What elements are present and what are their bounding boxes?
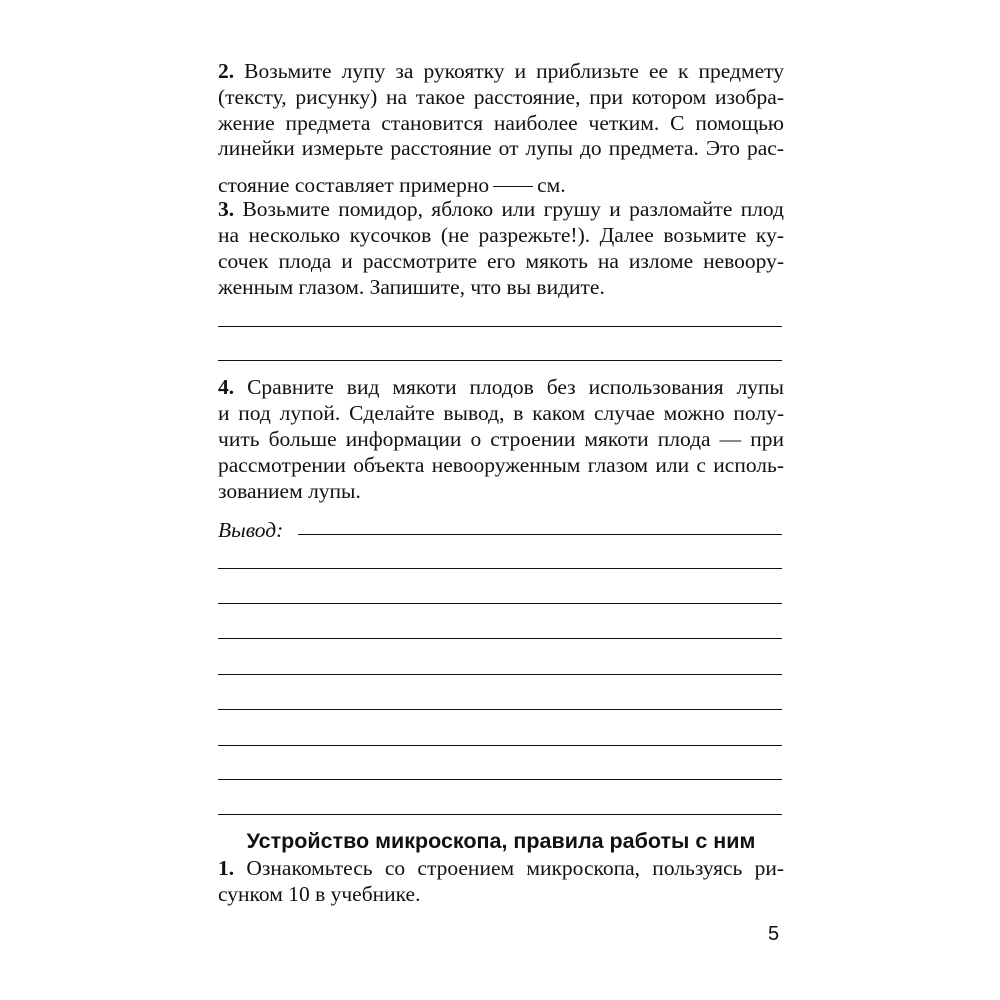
section-task1-text-1: Ознакомьтесь со строением микроскопа, пользуясь ри- [246, 856, 784, 880]
task4-text-1: Сравните вид мякоти плодов без использования лупы [247, 375, 785, 399]
task3-answer-line-2[interactable] [218, 360, 782, 361]
task4-line-5: зованием лупы. [218, 479, 361, 503]
section-heading: Устройство микроскопа, правила работы с ним [246, 829, 756, 853]
task3-line-2: на несколько кусочков (не разрежьте!). Далее возьмите ку- [218, 223, 784, 247]
conclusion-line-6[interactable] [218, 709, 782, 710]
task3-line-4: женным глазом. Запишите, что вы видите. [218, 275, 605, 299]
task2-line-4: линейки измерьте расстояние от лупы до предмета. Это рас- [218, 136, 784, 160]
section-task1-line-2: сунком 10 в учебнике. [218, 882, 421, 906]
task3-line-1 [218, 196, 784, 222]
conclusion-line-1[interactable] [298, 534, 782, 535]
task2-number: 2. [218, 59, 235, 83]
page-number: 5 [768, 923, 780, 945]
task4-line-3: чить больше информации о строении мякоти плода — при [218, 427, 784, 451]
task4-line-2: и под лупой. Сделайте вывод, в каком случае можно полу- [218, 401, 784, 425]
task4-line-1 [218, 374, 784, 400]
task2-text-1: Возьмите лупу за рукоятку и приблизьте ее к предмету [244, 59, 784, 83]
conclusion-line-9[interactable] [218, 814, 782, 815]
task2-measure-line [218, 172, 784, 198]
conclusion-line-2[interactable] [218, 568, 782, 569]
section-task1-line-1 [218, 855, 784, 881]
conclusion-line-4[interactable] [218, 638, 782, 639]
task2-measure-unit: см. [537, 173, 566, 197]
task4-number: 4. [218, 375, 235, 399]
task2-line-2: (тексту, рисунку) на такое расстояние, при котором изобра- [218, 85, 784, 109]
conclusion-line-3[interactable] [218, 603, 782, 604]
task2-measure-text: стояние составляет примерно [218, 173, 490, 197]
conclusion-label: Вывод: [218, 518, 284, 542]
task3-line-3: сочек плода и рассмотрите его мякоть на изломе невоору- [218, 249, 784, 273]
conclusion-line-7[interactable] [218, 745, 782, 746]
task3-number: 3. [218, 197, 235, 221]
conclusion-line-8[interactable] [218, 779, 782, 780]
measure-blank[interactable] [493, 186, 533, 187]
task4-line-4: рассмотрении объекта невооруженным глазом или с исполь- [218, 453, 784, 477]
task3-text-1: Возьмите помидор, яблоко или грушу и разломайте плод [242, 197, 785, 221]
task2-line-1 [218, 58, 784, 84]
task2-line-3: жение предмета становится наиболее четким. С помощью [218, 111, 784, 135]
section-task1-number: 1. [218, 856, 235, 880]
task3-answer-line-1[interactable] [218, 326, 782, 327]
conclusion-line-5[interactable] [218, 674, 782, 675]
